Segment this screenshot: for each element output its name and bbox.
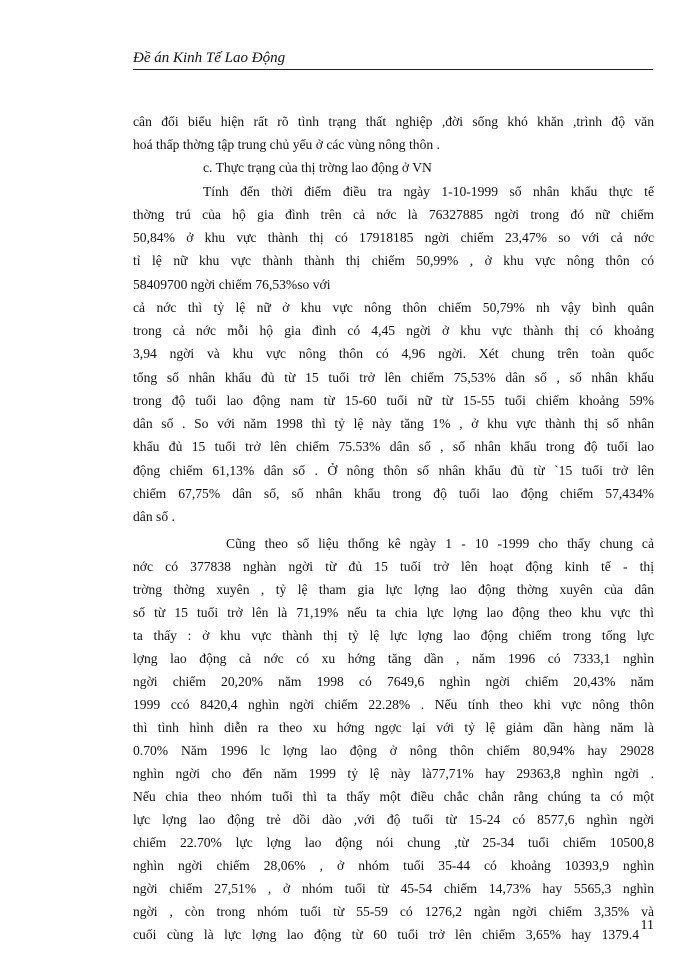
page-number: 11 xyxy=(640,918,654,933)
text-line: cân đối biểu hiện rất rõ tình trạng thất nghiệp ,đời sống khó khăn ,trình độ văn xyxy=(133,114,654,129)
text-line: chiếm 22.70% lực lợng lao động nói chung ,từ 25-34 tuổi chiếm 10500,8 xyxy=(133,835,654,850)
text-line: nghìn ngời chiếm 28,06% , ở nhóm tuổi 35-44 có khoảng 10393,9 nghìn xyxy=(133,858,654,873)
text-line: trờng thờng xuyên , tỷ lệ tham gia lực lợng lao động thờng xuyên của dân xyxy=(133,582,654,597)
text-line: ta thấy : ở khu vực thành thị tỷ lệ lực lợng lao động chiếm trong tổng lực xyxy=(133,628,654,643)
text-line: trong độ tuổi lao động nam từ 15-60 tuổi nữ từ 15-55 tuổi chiếm khoảng 59% xyxy=(133,393,654,408)
header-divider xyxy=(133,69,653,70)
text-line: tổng số nhân khẩu đủ từ 15 tuổi trở lên chiếm 75,53% dân số , số nhân khẩu xyxy=(133,370,654,385)
text-line: lợng lao động cả nớc có xu hớng tăng dần , năm 1996 có 7333,1 nghìn xyxy=(133,651,654,666)
text-line: dân số . So với năm 1998 thì tỷ lệ này tăng 1% , ở khu vực thành thị số nhân xyxy=(133,416,654,431)
text-line: Tính đến thời điểm điều tra ngày 1-10-1999 số nhân khẩu thực tế xyxy=(203,184,654,199)
text-line: 0.70% Năm 1996 lc lợng lao động ở nông thôn chiếm 80,94% hay 29028 xyxy=(133,743,654,758)
text-line: 58409700 ngời chiếm 76,53%so với xyxy=(133,277,331,292)
text-line: Nếu chia theo nhóm tuổi thì ta thấy một điều chắc chắn rằng chúng ta có một xyxy=(133,789,654,804)
text-line: trong cả nớc mỗi hộ gia đình có 4,45 ngời ở khu vực thành thị có khoảng xyxy=(133,323,654,338)
text-line: 3,94 ngời và khu vực nông thôn có 4,96 ngời. Xét chung trên toàn quốc xyxy=(133,346,654,361)
text-line: tỉ lệ nữ khu vực thành thành thị chiếm 50,99% , ở khu vực nông thôn có xyxy=(133,253,654,268)
text-line: cả nớc thì tỷ lệ nữ ở khu vực nông thôn chiếm 50,79% nh vậy bình quân xyxy=(133,300,654,315)
text-line: nớc có 377838 nghàn ngời từ đủ 15 tuổi trở lên hoạt động kinh tế - thị xyxy=(133,559,654,574)
text-line: nghìn ngời cho đến năm 1999 tỷ lệ này là77,71% hay 29363,8 nghìn ngời . xyxy=(133,766,654,781)
text-line: Cũng theo số liệu thống kê ngày 1 - 10 -1999 cho thấy chung cả xyxy=(226,536,654,551)
text-line: cuối cùng là lực lợng lao động từ 60 tuổi trở lên chiếm 3,65% hay 1379.4 xyxy=(133,927,639,942)
running-header: Đề án Kinh Tế Lao Động xyxy=(133,50,286,66)
text-line: 50,84% ở khu vực thành thị có 17918185 ngời chiếm 23,47% so với cả nớc xyxy=(133,230,654,245)
text-line: thờng trú của hộ gia đình trên cả nớc là 76327885 ngời trong đó nữ chiếm xyxy=(133,207,654,222)
text-line: thì tình hình diễn ra theo xu hớng ngợc lại với tỷ lệ giảm dần hàng năm là xyxy=(133,720,654,735)
text-line: ngời chiếm 20,20% năm 1998 có 7649,6 nghìn ngời chiếm 20,43% năm xyxy=(133,674,654,689)
text-line: động chiếm 61,13% dân số . Ở nông thôn số nhân khẩu đủ từ `15 tuổi trở lên xyxy=(133,463,654,478)
text-line: hoá thấp thờng tập trung chủ yếu ở các vùng nông thôn . xyxy=(133,137,440,152)
text-line: 1999 ccó 8420,4 nghìn ngời chiếm 22.28% . Nếu tính theo khi vực nông thôn xyxy=(133,697,654,712)
section-heading: c. Thực trạng của thị trờng lao động ở VN xyxy=(203,160,432,175)
text-line: lực lợng lao động trẻ dồi dào ,với độ tuổi từ 15-24 có 8577,6 nghìn ngời xyxy=(133,812,654,827)
text-line: ngời chiếm 27,51% , ở nhóm tuổi từ 45-54 chiếm 14,73% hay 5565,3 nghìn xyxy=(133,881,654,896)
text-line: dân số . xyxy=(133,509,175,524)
text-line: chiếm 67,75% dân số, số nhân khẩu trong độ tuổi lao động chiếm 57,434% xyxy=(133,486,654,501)
text-line: số từ 15 tuổi trở lên là 71,19% nếu ta chia lực lợng lao động theo khu vực thì xyxy=(133,605,654,620)
text-line: khẩu đủ 15 tuổi trở lên chiếm 75.53% dân số , số nhân khẩu trong độ tuổi lao xyxy=(133,439,654,454)
text-line: ngời , còn trong nhóm tuổi từ 55-59 có 1276,2 ngàn ngời chiếm 3,35% và xyxy=(133,904,654,919)
